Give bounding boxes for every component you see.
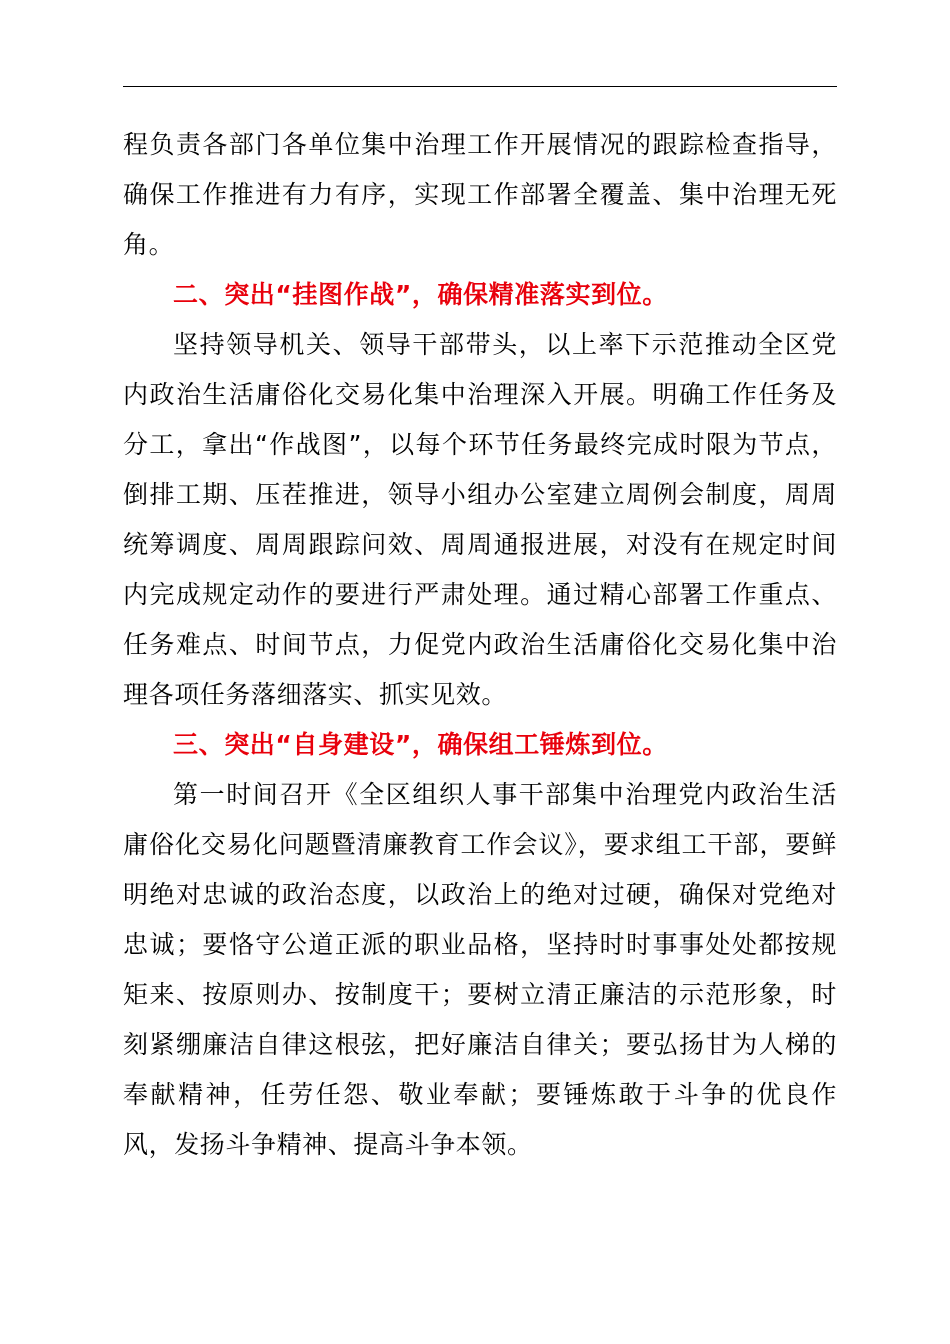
section-heading-3: 三、突出“自身建设”，确保组工锤炼到位。	[173, 730, 668, 759]
paragraph-section-2: 坚持领导机关、领导干部带头，以上率下示范推动全区党内政治生活庸俗化交易化集中治理深入开展。明确工作任务及分工，拿出“作战图”，以每个环节任务最终完成时限为节点，倒排工期、压茬推进，领导小组办公室建立周例会制度，周周统筹调度、周周跟踪问效、周周通报进展，对没有在规定时间内完成规定动作的要进行严肃处理。通过精心部署工作重点、任务难点、时间节点，力促党内政治生活庸俗化交易化集中治理各项任务落细落实、抓实见效。	[123, 330, 837, 709]
section-heading-2: 二、突出“挂图作战”，确保精准落实到位。	[173, 280, 668, 309]
paragraph-section-3: 第一时间召开《全区组织人事干部集中治理党内政治生活庸俗化交易化问题暨清廉教育工作会议》，要求组工干部，要鲜明绝对忠诚的政治态度，以政治上的绝对过硬，确保对党绝对忠诚；要恪守公道正派的职业品格，坚持时时事事处处都按规矩来、按原则办、按制度干；要树立清正廉洁的示范形象，时刻紧绷廉洁自律这根弦，把好廉洁自律关；要弘扬甘为人梯的奉献精神，任劳任怨、敬业奉献；要锤炼敢于斗争的优良作风，发扬斗争精神、提高斗争本领。	[123, 780, 837, 1159]
header-rule	[123, 86, 837, 87]
paragraph-continuation: 程负责各部门各单位集中治理工作开展情况的跟踪检查指导，确保工作推进有力有序，实现工作部署全覆盖、集中治理无死角。	[123, 130, 837, 259]
document-body	[123, 120, 837, 1170]
